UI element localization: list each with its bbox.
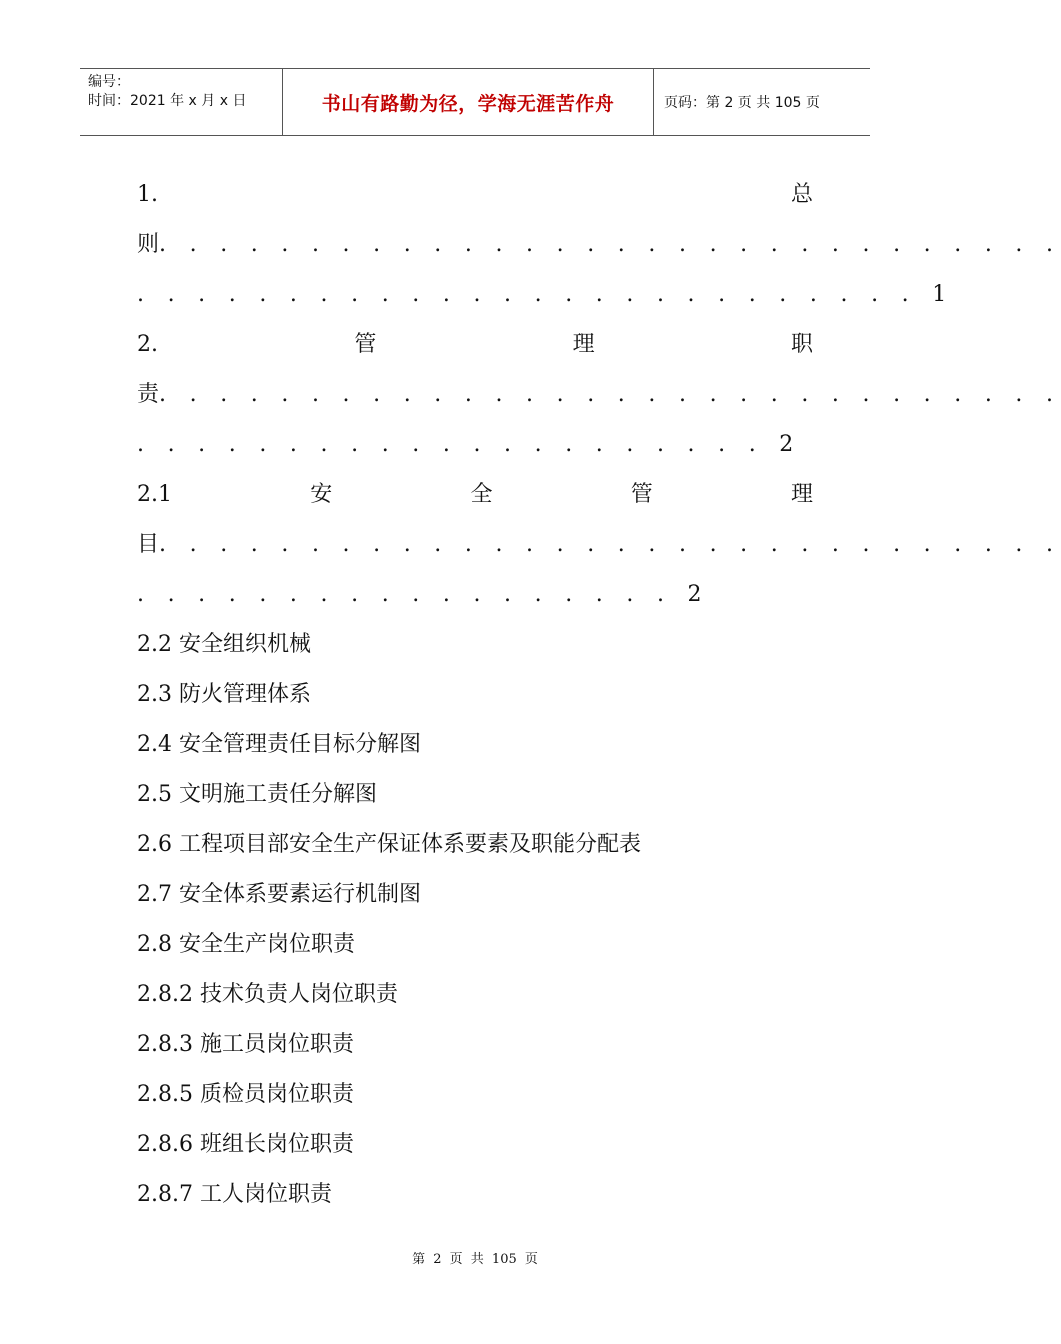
page-header	[80, 68, 870, 136]
toc-item[interactable]: 2.8.6 班组长岗位职责	[137, 1132, 354, 1157]
page-footer: 第 2 页 共 105 页	[412, 1252, 538, 1267]
toc-entry-2-leader: 责. . . . . . . . . . . . . . . . . . . . . . . . . . . . . .	[137, 382, 1061, 407]
toc-item[interactable]: 2.4 安全管理责任目标分解图	[137, 732, 421, 757]
header-motto: 书山有路勤为径，学海无涯苦作舟	[282, 69, 654, 135]
toc-entry-3-title[interactable]: 2.1 安 全 管 理	[137, 482, 813, 507]
header-page-info: 页码：第 2 页 共 105 页	[664, 95, 820, 111]
toc-entry-1-page: . . . . . . . . . . . . . . . . . . . . . . . . . . 1	[137, 282, 955, 307]
toc-item[interactable]: 2.6 工程项目部安全生产保证体系要素及职能分配表	[137, 832, 641, 857]
toc-entry-1-leader: 则. . . . . . . . . . . . . . . . . . . . . . . . . . . . . .	[137, 232, 1061, 257]
toc-item[interactable]: 2.5 文明施工责任分解图	[137, 782, 377, 807]
document-time: 时间：2021 年 x 月 x 日	[88, 93, 247, 109]
table-of-contents	[137, 170, 1061, 1220]
toc-item[interactable]: 2.8.5 质检员岗位职责	[137, 1082, 354, 1107]
toc-item[interactable]: 2.3 防火管理体系	[137, 682, 311, 707]
toc-entry-1-title[interactable]: 1. 总	[137, 182, 813, 207]
toc-item[interactable]: 2.8 安全生产岗位职责	[137, 932, 355, 957]
toc-entry-3-leader: 目. . . . . . . . . . . . . . . . . . . . . . . . . . . . . .	[137, 532, 1061, 557]
toc-item[interactable]: 2.8.3 施工员岗位职责	[137, 1032, 354, 1057]
toc-entry-2-title[interactable]: 2. 管 理 职	[137, 332, 813, 357]
document-number-label: 编号：	[88, 74, 130, 90]
toc-item[interactable]: 2.8.7 工人岗位职责	[137, 1182, 332, 1207]
toc-entry-2-page: . . . . . . . . . . . . . . . . . . . . . 2	[137, 432, 802, 457]
toc-item[interactable]: 2.7 安全体系要素运行机制图	[137, 882, 421, 907]
toc-item[interactable]: 2.2 安全组织机械	[137, 632, 311, 657]
toc-item[interactable]: 2.8.2 技术负责人岗位职责	[137, 982, 398, 1007]
header-meta	[80, 69, 282, 135]
toc-entry-3-page: . . . . . . . . . . . . . . . . . . 2	[137, 582, 710, 607]
